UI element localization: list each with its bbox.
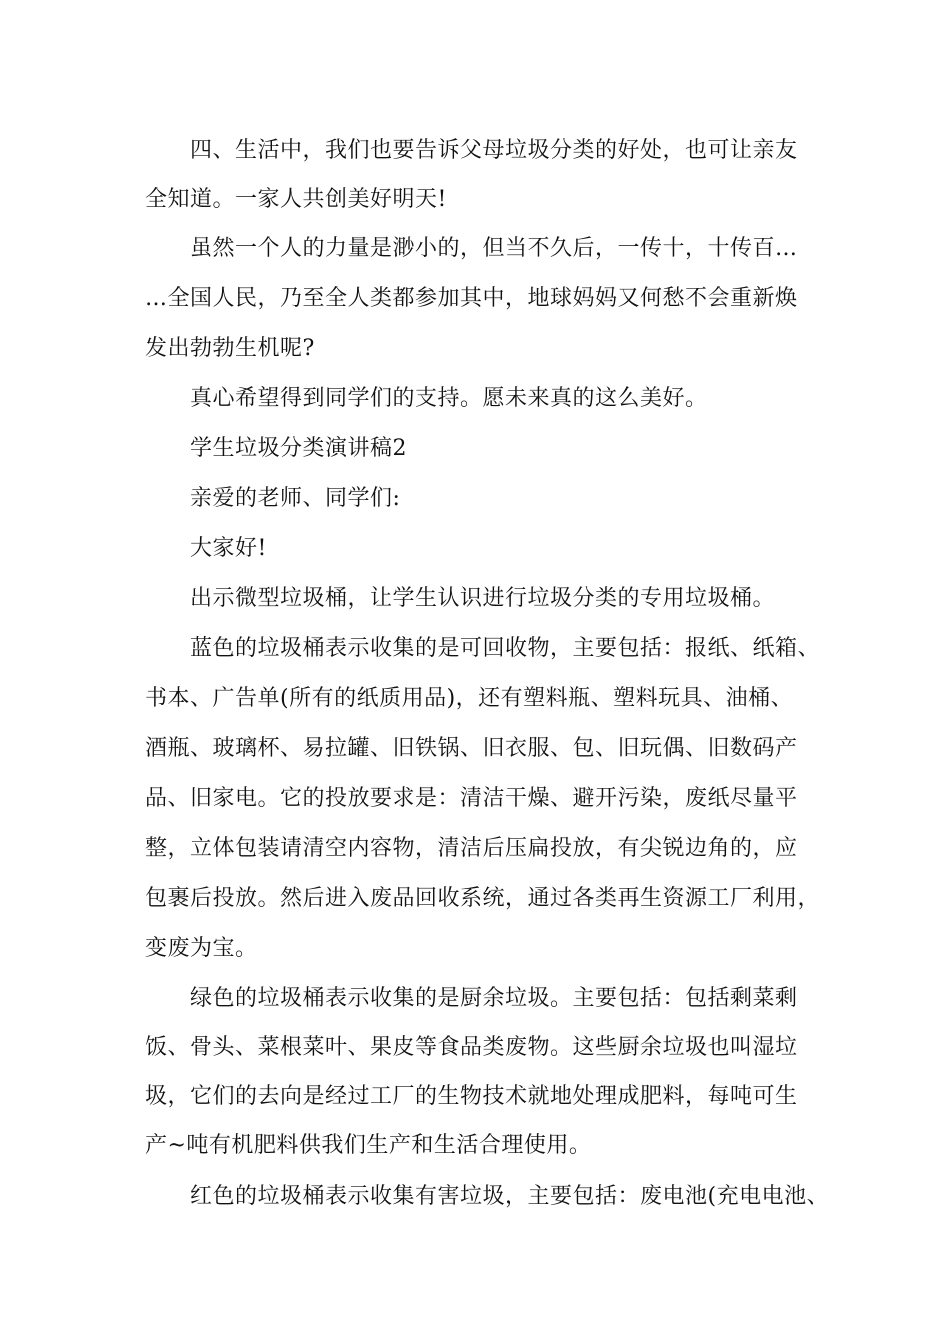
paragraph-line: [0, 929, 950, 969]
paragraph-line: [0, 229, 950, 269]
paragraph-line: [0, 629, 950, 669]
line-text: 虽然一个人的力量是渺小的，但当不久后，一传十，十传百…: [190, 236, 798, 261]
paragraph-line: [0, 279, 950, 319]
paragraph-line: [0, 579, 950, 619]
line-text: 包裹后投放。然后进入废品回收系统，通过各类再生资源工厂利用，: [145, 886, 821, 911]
paragraph-line: [0, 1177, 950, 1217]
line-text: 出示微型垃圾桶，让学生认识进行垃圾分类的专用垃圾桶。: [190, 586, 776, 611]
line-text: 蓝色的垃圾桶表示收集的是可回收物，主要包括：报纸、纸箱、: [190, 636, 821, 661]
line-text: 大家好!: [190, 536, 267, 561]
section-title: [0, 429, 950, 469]
paragraph-line: [0, 679, 950, 719]
line-text: 变废为宝。: [145, 936, 258, 961]
paragraph-line: [0, 829, 950, 869]
line-text: 绿色的垃圾桶表示收集的是厨余垃圾。主要包括：包括剩菜剩: [190, 986, 798, 1011]
line-text: 亲爱的老师、同学们:: [190, 486, 401, 511]
line-text: 产~吨有机肥料供我们生产和生活合理使用。: [145, 1133, 592, 1158]
line-text: 发出勃勃生机呢?: [145, 336, 315, 361]
line-text: 书本、广告单(所有的纸质用品)，还有塑料瓶、塑料玩具、油桶、: [145, 686, 794, 711]
line-text: 四、生活中，我们也要告诉父母垃圾分类的好处，也可让亲友: [190, 138, 798, 163]
line-text: 圾，它们的去向是经过工厂的生物技术就地处理成肥料，每吨可生: [145, 1084, 798, 1109]
paragraph-line: [0, 180, 950, 220]
paragraph-line: [0, 329, 950, 369]
line-text: 红色的垃圾桶表示收集有害垃圾，主要包括：废电池(充电电池、: [190, 1184, 830, 1209]
paragraph-line: [0, 729, 950, 769]
line-text: 全知道。一家人共创美好明天!: [145, 187, 447, 212]
paragraph-line: [0, 529, 950, 569]
line-text: 饭、骨头、菜根菜叶、果皮等食品类废物。这些厨余垃圾也叫湿垃: [145, 1035, 798, 1060]
paragraph-line: [0, 1028, 950, 1068]
paragraph-line: [0, 379, 950, 419]
paragraph-line: [0, 1126, 950, 1166]
line-text: 酒瓶、玻璃杯、易拉罐、旧铁锅、旧衣服、包、旧玩偶、旧数码产: [145, 736, 798, 761]
paragraph-line: [0, 1077, 950, 1117]
line-text: 真心希望得到同学们的支持。愿未来真的这么美好。: [190, 386, 708, 411]
line-text: 学生垃圾分类演讲稿2: [190, 436, 407, 461]
paragraph-line: [0, 979, 950, 1019]
line-text: 品、旧家电。它的投放要求是：清洁干燥、避开污染，废纸尽量平: [145, 786, 798, 811]
line-text: …全国人民，乃至全人类都参加其中，地球妈妈又何愁不会重新焕: [145, 286, 798, 311]
paragraph-line: [0, 131, 950, 171]
paragraph-line: [0, 479, 950, 519]
paragraph-line: [0, 879, 950, 919]
paragraph-line: [0, 779, 950, 819]
line-text: 整，立体包装请清空内容物，清洁后压扁投放，有尖锐边角的，应: [145, 836, 798, 861]
